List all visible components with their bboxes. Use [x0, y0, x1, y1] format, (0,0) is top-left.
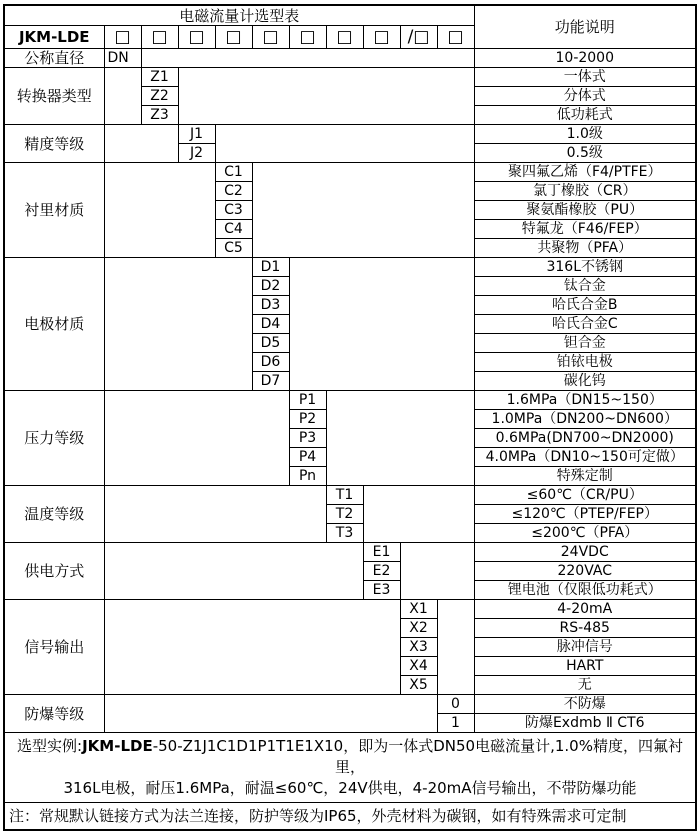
code-j1: J1 — [178, 125, 215, 144]
option-checkbox-4: □ — [215, 26, 252, 49]
filler-cell — [104, 486, 326, 543]
code-x2: X2 — [400, 619, 437, 638]
filler-cell — [400, 543, 474, 600]
option-checkbox-6: □ — [289, 26, 326, 49]
function-desc: 220VAC — [474, 562, 696, 581]
code-c1: C1 — [215, 163, 252, 182]
code-e1: E1 — [363, 543, 400, 562]
filler-cell — [326, 391, 474, 486]
code-c5: C5 — [215, 239, 252, 258]
option-checkbox-2: □ — [141, 26, 178, 49]
function-desc: 分体式 — [474, 87, 696, 106]
function-desc: 氯丁橡胶（CR） — [474, 182, 696, 201]
option-checkbox-7: □ — [326, 26, 363, 49]
code-d6: D6 — [252, 353, 289, 372]
filler-cell — [363, 486, 474, 543]
function-desc: RS-485 — [474, 619, 696, 638]
filler-cell — [104, 695, 437, 733]
code-p4: P4 — [289, 448, 326, 467]
function-desc: ≤60℃（CR/PU） — [474, 486, 696, 505]
function-desc: 特殊定制 — [474, 467, 696, 486]
code-d4: D4 — [252, 315, 289, 334]
function-desc: 0.6MPa(DN700~DN2000) — [474, 429, 696, 448]
selection-example — [4, 733, 696, 803]
filler-cell — [104, 68, 141, 125]
function-desc: 共聚物（PFA） — [474, 239, 696, 258]
function-desc: 4.0MPa（DN10~150可定做） — [474, 448, 696, 467]
note-text: 注：常规默认链接方式为法兰连接，防护等级为IP65，外壳材料为碳钢，如有特殊需求可定制 — [4, 803, 696, 831]
function-header: 功能说明 — [474, 5, 696, 49]
function-desc: 脉冲信号 — [474, 638, 696, 657]
category-label-liner: 衬里材质 — [4, 163, 104, 258]
code-z3: Z3 — [141, 106, 178, 125]
code-c2: C2 — [215, 182, 252, 201]
code-p1: P1 — [289, 391, 326, 410]
example-rest: -50-Z1J1C1D1P1T1E1X10，即为一体式DN50电磁流量计,1.0%精度，四氟衬里， — [152, 737, 683, 776]
code-t3: T3 — [326, 524, 363, 543]
function-desc: 铂铱电极 — [474, 353, 696, 372]
function-desc: 聚氨酯橡胶（PU） — [474, 201, 696, 220]
option-checkbox-9: /□ — [400, 26, 437, 49]
code-t1: T1 — [326, 486, 363, 505]
filler-cell — [104, 391, 289, 486]
filler-cell — [104, 258, 252, 391]
selection-table — [3, 4, 697, 831]
option-checkbox-3: □ — [178, 26, 215, 49]
function-desc: 特氟龙（F46/FEP） — [474, 220, 696, 239]
option-checkbox-10: □ — [437, 26, 474, 49]
filler-cell — [178, 68, 474, 125]
code-c4: C4 — [215, 220, 252, 239]
code-x5: X5 — [400, 676, 437, 695]
table-title: 电磁流量计选型表 — [4, 5, 474, 26]
filler-cell — [104, 125, 178, 163]
function-desc: 1.0MPa（DN200~DN600） — [474, 410, 696, 429]
function-desc: 316L不锈钢 — [474, 258, 696, 277]
code-p2: P2 — [289, 410, 326, 429]
category-label-explosion-proof: 防爆等级 — [4, 695, 104, 733]
category-label-temperature: 温度等级 — [4, 486, 104, 543]
function-desc: 防爆Exdmb Ⅱ CT6 — [474, 714, 696, 733]
function-desc: 哈氏合金C — [474, 315, 696, 334]
filler-cell — [252, 163, 474, 258]
function-desc: 10-2000 — [474, 49, 696, 68]
function-desc: 锂电池（仅限低功耗式） — [474, 581, 696, 600]
function-desc: 不防爆 — [474, 695, 696, 714]
category-label-pressure: 压力等级 — [4, 391, 104, 486]
filler-cell — [289, 258, 474, 391]
filler-cell — [104, 163, 215, 258]
code-t2: T2 — [326, 505, 363, 524]
example-prefix: 选型实例: — [17, 737, 83, 755]
selection-example-line2: 316L电极，耐压1.6MPa，耐温≤60℃，24V供电，4-20mA信号输出，不带防爆功能 — [63, 779, 637, 797]
code-x1: X1 — [400, 600, 437, 619]
function-desc: 钽合金 — [474, 334, 696, 353]
code-e2: E2 — [363, 562, 400, 581]
function-desc: ≤200℃（PFA） — [474, 524, 696, 543]
filler-cell — [437, 600, 474, 695]
code-z2: Z2 — [141, 87, 178, 106]
category-label-converter-type: 转换器类型 — [4, 68, 104, 125]
function-desc: 哈氏合金B — [474, 296, 696, 315]
code-p3: P3 — [289, 429, 326, 448]
selection-example-line1 — [7, 736, 693, 778]
category-label-signal-output: 信号输出 — [4, 600, 104, 695]
function-desc: 钛合金 — [474, 277, 696, 296]
code-c3: C3 — [215, 201, 252, 220]
code-d1: D1 — [252, 258, 289, 277]
function-desc: 无 — [474, 676, 696, 695]
function-desc: 0.5级 — [474, 144, 696, 163]
filler-cell — [104, 600, 400, 695]
code-d2: D2 — [252, 277, 289, 296]
code-dn: DN — [104, 49, 141, 68]
filler-cell — [141, 49, 474, 68]
function-desc: 24VDC — [474, 543, 696, 562]
option-checkbox-8: □ — [363, 26, 400, 49]
code-x3: X3 — [400, 638, 437, 657]
code-d7: D7 — [252, 372, 289, 391]
category-label-electrode: 电极材质 — [4, 258, 104, 391]
code-z1: Z1 — [141, 68, 178, 87]
code-j2: J2 — [178, 144, 215, 163]
function-desc: ≤120℃（PTEP/FEP） — [474, 505, 696, 524]
function-desc: 一体式 — [474, 68, 696, 87]
model-code-label: JKM-LDE — [4, 26, 104, 49]
function-desc: 4-20mA — [474, 600, 696, 619]
function-desc: 1.6MPa（DN15~150） — [474, 391, 696, 410]
function-desc: 碳化钨 — [474, 372, 696, 391]
code-x4: X4 — [400, 657, 437, 676]
code-ex0: 0 — [437, 695, 474, 714]
code-ex1: 1 — [437, 714, 474, 733]
code-d3: D3 — [252, 296, 289, 315]
function-desc: 1.0级 — [474, 125, 696, 144]
option-checkbox-1: □ — [104, 26, 141, 49]
category-label-accuracy: 精度等级 — [4, 125, 104, 163]
filler-cell — [215, 125, 474, 163]
function-desc: 低功耗式 — [474, 106, 696, 125]
function-desc: 聚四氟乙烯（F4/PTFE） — [474, 163, 696, 182]
code-pn: Pn — [289, 467, 326, 486]
filler-cell — [104, 543, 363, 600]
function-desc: HART — [474, 657, 696, 676]
code-d5: D5 — [252, 334, 289, 353]
category-label-diameter: 公称直径 — [4, 49, 104, 68]
option-checkbox-5: □ — [252, 26, 289, 49]
example-model: JKM-LDE — [82, 737, 153, 755]
category-label-power-supply: 供电方式 — [4, 543, 104, 600]
code-e3: E3 — [363, 581, 400, 600]
